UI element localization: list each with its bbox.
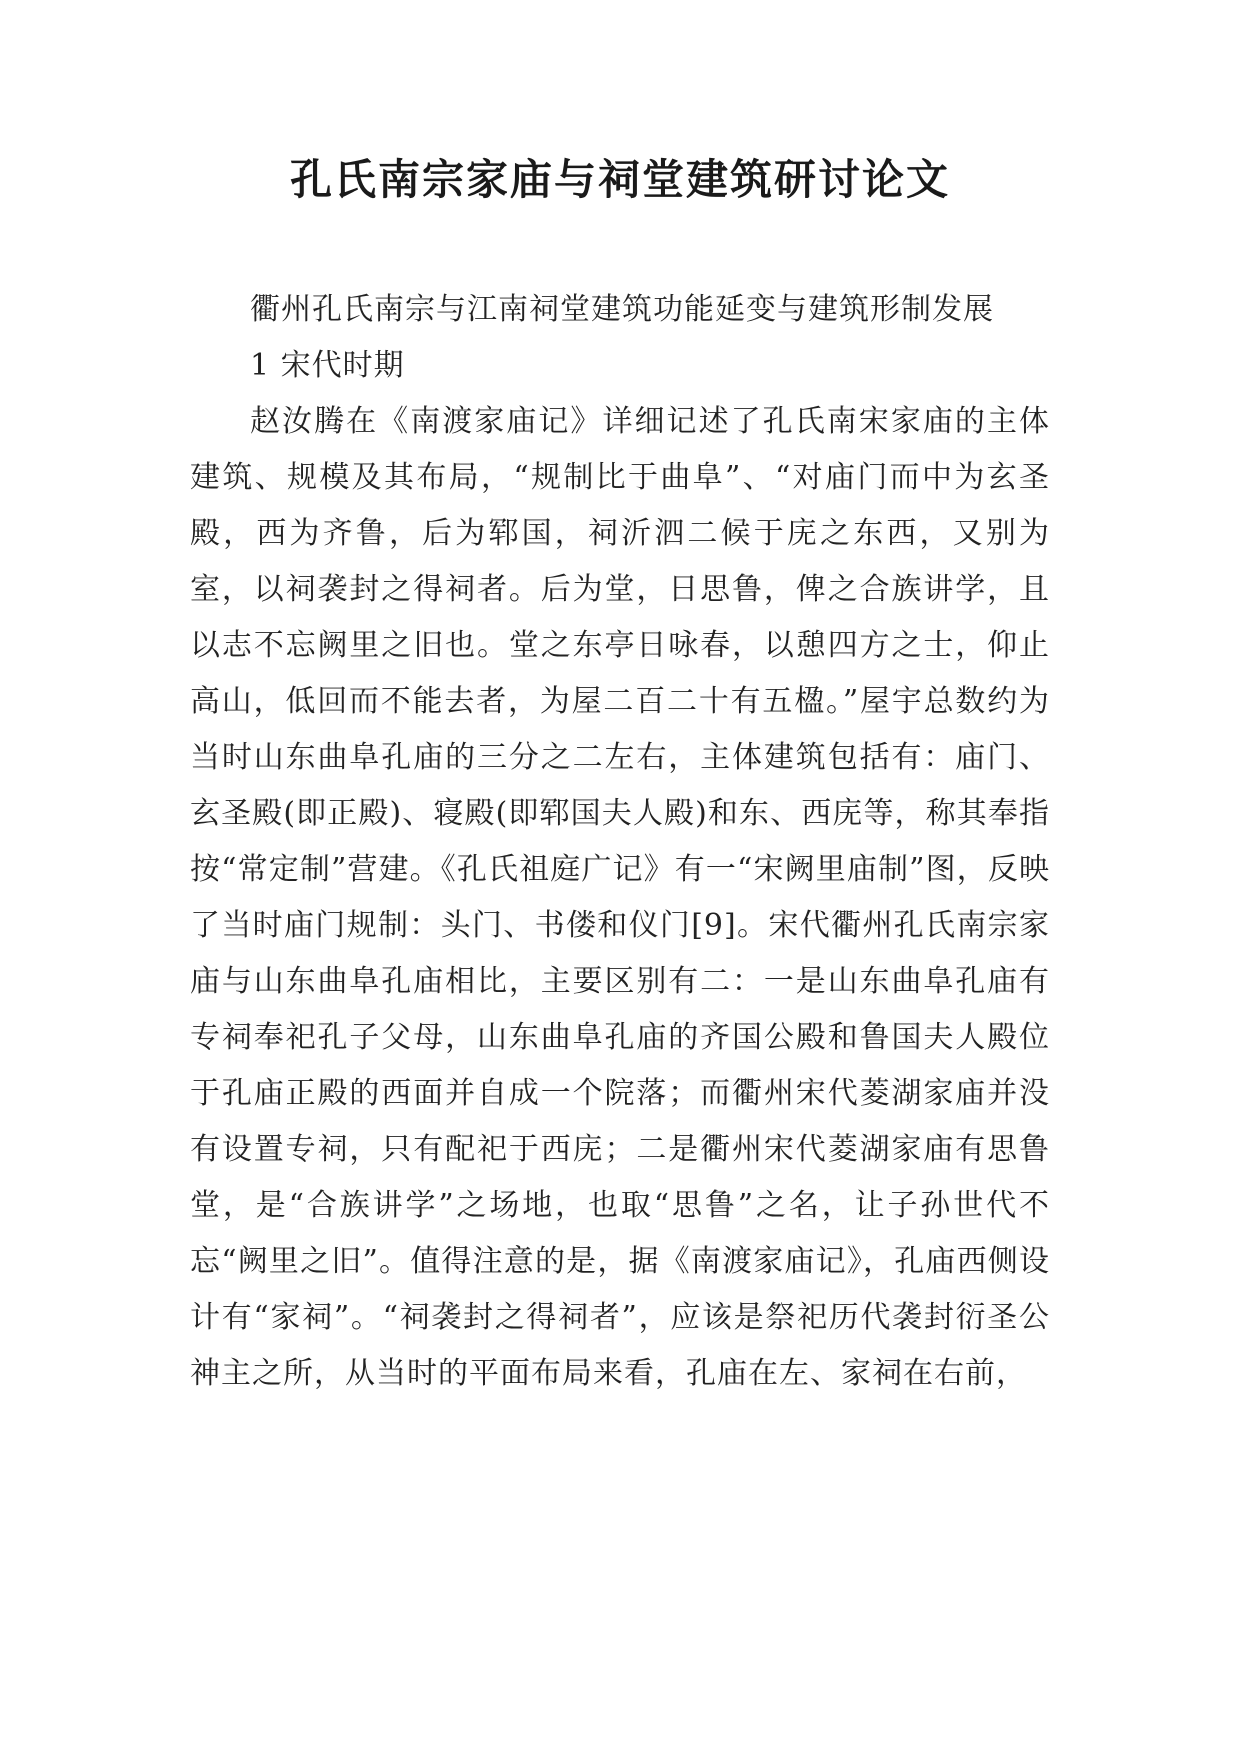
body-paragraph: 赵汝腾在《南渡家庙记》详细记述了孔氏南宋家庙的主体建筑、规模及其布局，“规制比于曲阜”、“对庙门而中为玄圣殿，西为齐鲁，后为郓国，祠沂泗二候于庑之东西，又别为室，以祠袭封之得祠者。后为堂，日思鲁，俾之合族讲学，且以志不忘阙里之旧也。堂之东亭日咏春，以憩四方之士，仰止高山，低回而不能去者，为屋二百二十有五楹。”屋宇总数约为当时山东曲阜孔庙的三分之二左右，主体建筑包括有：庙门、玄圣殿(即正殿)、寝殿(即郓国夫人殿)和东、西庑等，称其奉指按“常定制”营建。《孔氏祖庭广记》有一“宋阙里庙制”图，反映了当时庙门规制：头门、书偻和仪门[9]。宋代衢州孔氏南宗家庙与山东曲阜孔庙相比，主要区别有二：一是山东曲阜孔庙有专祠奉祀孔子父母，山东曲阜孔庙的齐国公殿和鲁国夫人殿位于孔庙正殿的西面并自成一个院落；而衢州宋代菱湖家庙并没有设置专祠，只有配祀于西庑；二是衢州宋代菱湖家庙有思鲁堂，是“合族讲学”之场地，也取“思鲁”之名，让子孙世代不忘“阙里之旧”。值得注意的是，据《南渡家庙记》，孔庙西侧设计有“家祠”。“祠袭封之得祠者”，应该是祭祀历代袭封衍圣公神主之所，从当时的平面布局来看，孔庙在左、家祠在右前， (190, 404, 1050, 1391)
section-heading: 1 宋代时期 (250, 348, 405, 383)
document-title: 孔氏南宗家庙与祠堂建筑研讨论文 (289, 155, 950, 204)
document-body (190, 282, 1050, 1402)
body-paragraph: 衢州孔氏南宗与江南祠堂建筑功能延变与建筑形制发展 (250, 292, 994, 327)
